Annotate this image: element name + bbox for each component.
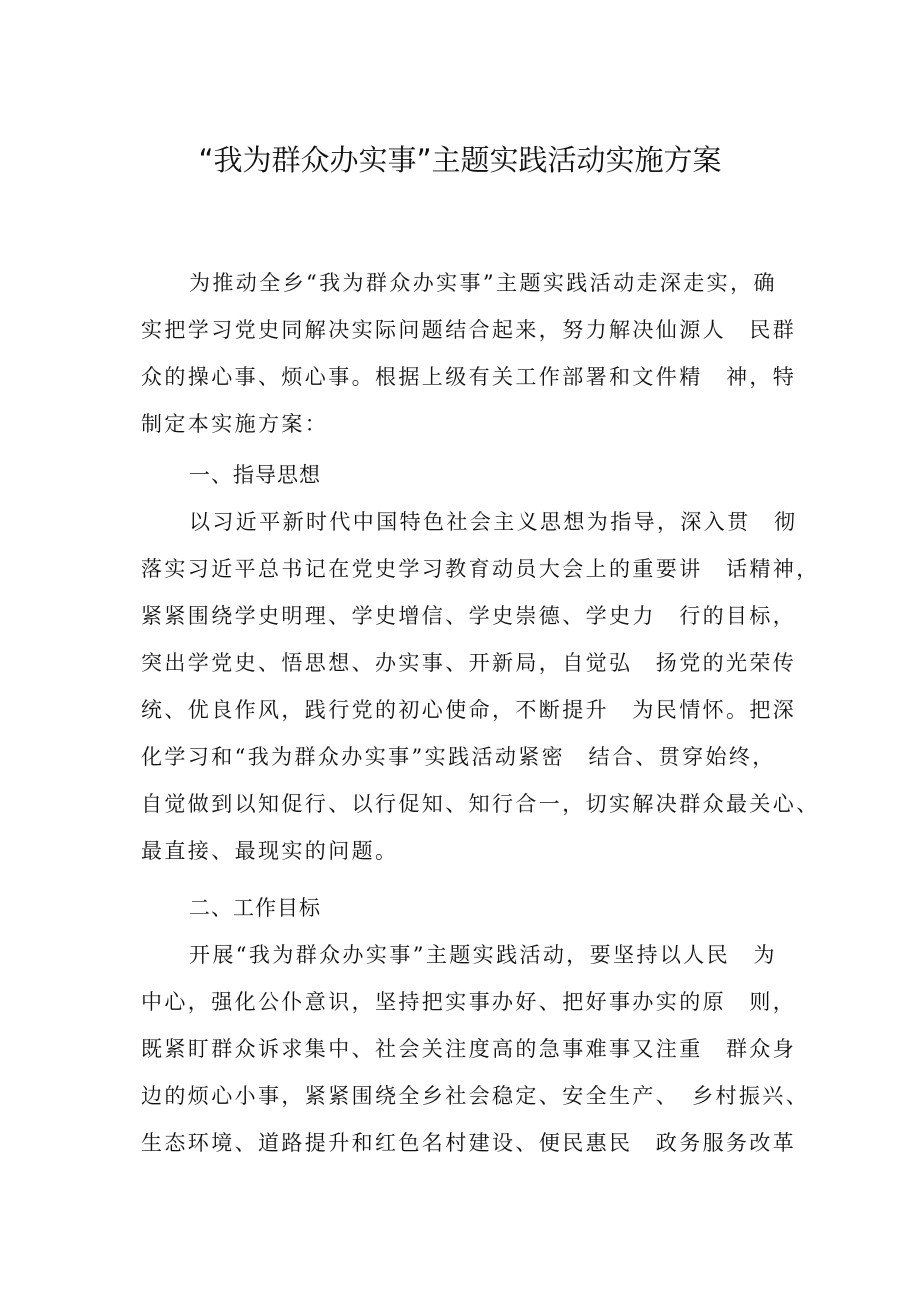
intro-line: 众的操心事、烦心事。根据上级有关工作部署和文件精 神，特 (141, 365, 797, 389)
paragraph-line: 生态环境、道路提升和红色名村建设、便民惠民 政务服务改革 (141, 1131, 797, 1155)
paragraph-line: 既紧盯群众诉求集中、社会关注度高的急事难事又注重 群众身 (141, 1037, 797, 1061)
intro-line: 制定本实施方案： (141, 412, 329, 436)
paragraph-line: 边的烦心小事，紧紧围绕全乡社会稳定、安全生产、 乡村振兴、 (141, 1084, 810, 1108)
section-heading: 二、工作目标 (189, 896, 321, 920)
document-title: “我为群众办实事”主题实践活动实施方案 (198, 143, 722, 177)
section-heading: 一、指导思想 (189, 463, 321, 487)
paragraph-line: 化学习和“我为群众办实事”实践活动紧密 结合、贯穿始终， (141, 745, 776, 769)
paragraph-line: 自觉做到以知促行、以行促知、知行合一，切实解决群众最关心、 (141, 792, 820, 816)
intro-line: 实把学习党史同解决实际问题结合起来，努力解决仙源人 民群 (141, 318, 797, 342)
paragraph-line: 以习近平新时代中国特色社会主义思想为指导，深入贯 彻 (189, 510, 798, 534)
paragraph-line: 最直接、最现实的问题。 (141, 839, 399, 863)
paragraph-line: 开展“我为群众办实事”主题实践活动，要坚持以人民 为 (189, 943, 777, 967)
paragraph-line: 中心，强化公仆意识，坚持把实事办好、把好事办实的原 则， (141, 990, 797, 1014)
paragraph-line: 落实习近平总书记在党史学习教育动员大会上的重要讲 话精神， (141, 557, 820, 581)
intro-line: 为推动全乡“我为群众办实事”主题实践活动走深走实，确 (189, 271, 777, 295)
paragraph-line: 紧紧围绕学史明理、学史增信、学史崇德、学史力 行的目标， (141, 604, 797, 628)
paragraph-line: 统、优良作风，践行党的初心使命，不断提升 为民情怀。把深 (141, 698, 797, 722)
paragraph-line: 突出学党史、悟思想、办实事、开新局，自觉弘 扬党的光荣传 (141, 651, 797, 675)
